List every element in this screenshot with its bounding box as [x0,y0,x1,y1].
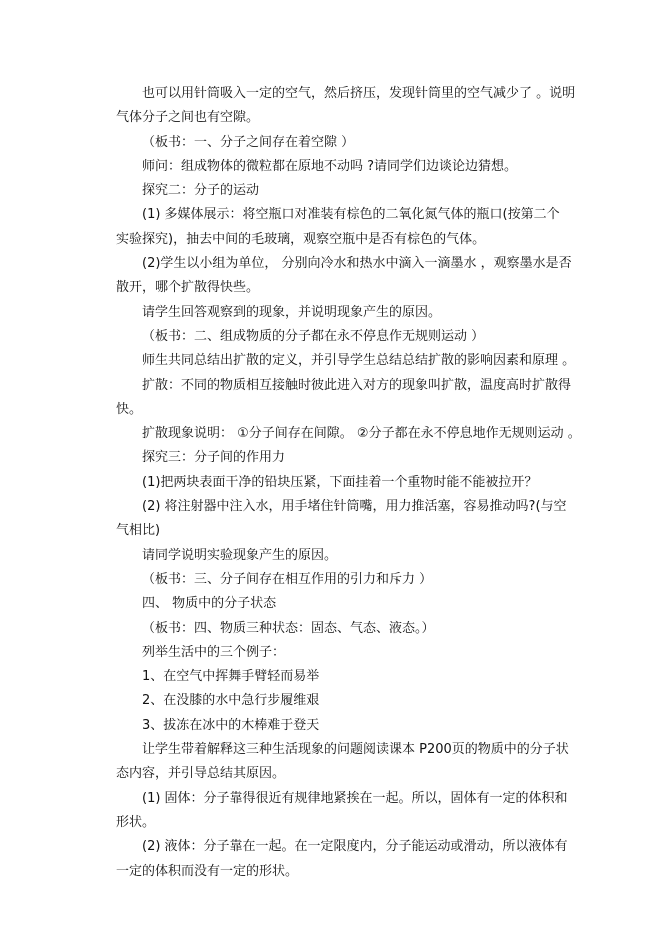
text-line: (2) 液体：分子靠在一起。在一定限度内，分子能运动或滑动，所以液体有 [142,839,568,855]
text-line: (1) 固体：分子靠得很近有规律地紧挨在一起。所以，固体有一定的体积和 [142,790,568,806]
text-line: 态内容，并引导总结其原因。 [116,766,286,782]
text-line: 形状。 [116,814,156,830]
text-line: 散开，哪个扩散得快些。 [116,280,260,296]
list-item: 1、在空气中挥舞手臂轻而易举 [142,669,320,685]
document-body [116,82,581,884]
list-item: 2、在没膝的水中急行步履维艰 [142,693,320,709]
blackboard-note: （板书：二、组成物质的分子都在永不停息作无规则运动 ） [142,328,485,344]
text-line: (2) 将注射器中注入水，用手堵住针筒嘴，用力推活塞，容易推动吗?(与空 [142,499,567,515]
blackboard-note: （板书：三、分子间存在相互作用的引力和斥力 ） [142,571,433,587]
text-line: (1)把两块表面干净的铅块压紧，下面挂着一个重物时能不能被拉开？ [142,474,538,490]
text-line: (1) 多媒体展示：将空瓶口对准装有棕色的二氧化氮气体的瓶口(按第二个 [142,207,560,223]
text-line: 一定的体积而没有一定的形状。 [116,863,299,879]
text-line: 师生共同总结出扩散的定义，并引导学生总结总结扩散的影响因素和原理 。 [142,353,576,369]
text-line: 请同学说明实验现象产生的原因。 [142,547,338,563]
text-line: 气相比) [116,523,161,539]
text-line: 列举生活中的三个例子： [142,644,286,660]
section-heading: 探究三：分子间的作用力 [142,450,286,466]
text-line: 也可以用针筒吸入一定的空气，然后挤压，发现针筒里的空气减少了 。说明 [142,86,576,101]
section-heading: 四、 物质中的分子状态 [142,596,277,612]
text-line: 气体分子之间也有空隙。 [116,110,260,126]
text-line: 扩散：不同的物质相互接触时彼此进入对方的现象叫扩散，温度高时扩散得 [142,377,572,393]
list-item: 3、拔冻在冰中的木棒难于登天 [142,717,320,733]
text-line: 实验探究)，抽去中间的毛玻璃，观察空瓶中是否有棕色的气体。 [116,231,486,247]
blackboard-note: （板书：四、物质三种状态：固态、气态、液态。） [142,620,435,636]
text-line: 请学生回答观察到的现象，并说明现象产生的原因。 [142,304,442,320]
text-line: 扩散现象说明： ①分子间存在间隙。 ②分子都在永不停息地作无规则运动 。 [142,426,581,442]
text-line: (2)学生以小组为单位， 分别向冷水和热水中滴入一滴墨水 ，观察墨水是否 [142,256,572,272]
section-heading: 探究二：分子的运动 [142,183,260,199]
text-line: 师问：组成物体的微粒都在原地不动吗 ?请同学们边谈论边猜想。 [142,158,518,174]
text-line: 让学生带着解释这三种生活现象的问题阅读课本 P200页的物质中的分子状 [142,742,569,758]
text-line: 快。 [116,401,143,417]
blackboard-note: （板书：一、分子之间存在着空隙 ） [142,134,355,150]
